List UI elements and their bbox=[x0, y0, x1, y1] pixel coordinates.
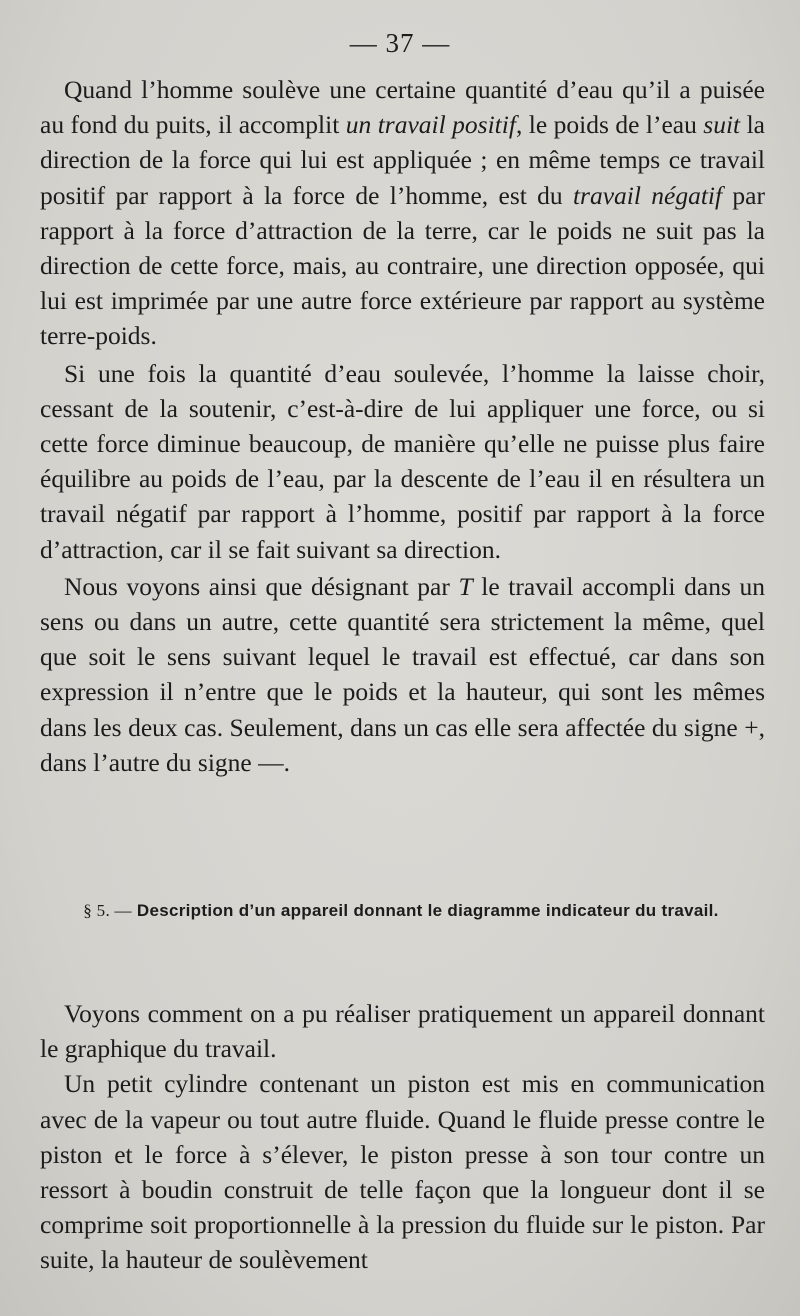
section-title: Description d’un appareil donnant le diagramme indicateur du travail. bbox=[136, 901, 719, 920]
p1-emphasis-travail-negatif: travail négatif bbox=[572, 180, 723, 210]
body-text-top bbox=[40, 72, 765, 780]
paragraph-2: Si une fois la quantité d’eau soulevée, l’homme la laisse choir, cessant de la soutenir, c’est-à-dire de lui appliquer une force, ou si cette force diminue beaucoup, de manière qu’elle ne puisse plus faire équilibre au poids de l’eau, par la descente de l’eau il en résultera un travail négatif par rapport à l’homme, positif par rapport à la force d’attraction, car il se fait suivant sa direction. bbox=[40, 358, 765, 564]
p1-text-a: Quand l’homme soulève une certaine quantité d’eau qu’il a puisée au fond du puits, il accomplit bbox=[40, 75, 765, 140]
p1-text-b: , le poids de l’eau bbox=[515, 110, 704, 140]
p1-emphasis-travail-positif: un travail positif bbox=[345, 110, 516, 140]
paragraph-5: Un petit cylindre contenant un piston est mis en communication avec de la vapeur ou tout autre fluide. Quand le fluide presse contre le piston et le force à s’élever, le piston presse à son tour contre un ressort à boudin construit de telle façon que la longueur dont il se comprime soit proportionnelle à la pression du fluide sur le piston. Par suite, la hauteur de soulèvement bbox=[40, 1069, 765, 1275]
p3-text-b: le travail accompli dans un sens ou dans un autre, cette quantité sera strictement la même, quel que soit le sens suivant lequel le travail est effectué, car dans son expression il n’entre que le poids et la hauteur, qui sont les mêmes dans les deux cas. Seulement, dans un cas elle sera affectée du signe +, dans l’autre du signe —. bbox=[40, 571, 765, 777]
p1-text-c: la direction de la force qui lui est appliquée ; en même temps ce travail positif par rapport à la force de l’homme, est du bbox=[40, 110, 766, 210]
section-heading bbox=[32, 897, 770, 924]
paragraph-1 bbox=[40, 72, 765, 354]
body-text-bottom bbox=[40, 996, 765, 1278]
p1-text-d: par rapport à la force d’attraction de la terre, car le poids ne suit pas la direction de cette force, mais, au contraire, une direction opposée, qui lui est imprimée par une autre force extérieure par rapport au système terre-poids. bbox=[40, 180, 765, 351]
p1-emphasis-suit: suit bbox=[703, 110, 741, 140]
section-number: § 5. — bbox=[83, 901, 132, 920]
paragraph-3 bbox=[40, 569, 765, 780]
page-number: — 37 — bbox=[349, 28, 451, 58]
p3-text-a: Nous voyons ainsi que désignant par bbox=[64, 571, 459, 601]
paragraph-4: Voyons comment on a pu réaliser pratiquement un appareil donnant le graphique du travail. bbox=[40, 999, 765, 1064]
p3-variable-t: T bbox=[458, 571, 473, 601]
